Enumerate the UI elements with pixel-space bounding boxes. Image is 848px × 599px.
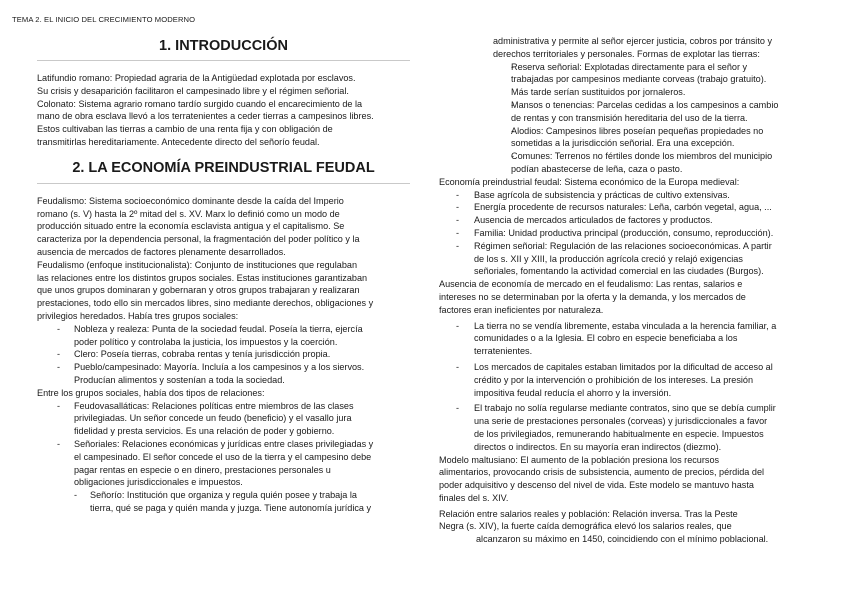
text-line: Colonato: Sistema agrario romano tardío surgido cuando el encarecimiento de la <box>37 98 363 109</box>
text-line: que unos grupos dominaran y gobernaran y otros grupos trabajaran y realizaran <box>37 285 360 296</box>
text-line: mano de obra esclava llevó a los terratenientes a ceder tierras a campesinos libres. <box>37 111 374 122</box>
text-line: sometidas a la jurisdicción señorial. Era una excepción. <box>511 138 735 149</box>
text-line: poder adquisitivo y descenso del nivel de vida. Este modelo se mantuvo hasta <box>439 480 754 491</box>
list-item <box>439 402 811 453</box>
list-item <box>37 348 410 361</box>
list-item <box>494 125 811 151</box>
text-line: administrativa y permite al señor ejercer justicia, cobros por tránsito y <box>493 36 772 46</box>
list-item <box>439 227 811 240</box>
list-item <box>494 61 811 99</box>
senorio-sublist <box>74 489 410 515</box>
text-line: pagar rentas en especie o en dinero, prestaciones personales u <box>74 464 331 475</box>
text-line: - Régimen señorial: Regulación de las relaciones socioeconómicas. A partir <box>474 240 772 251</box>
text-line: - Comunes: Terrenos no fértiles donde los miembros del municipio <box>511 151 773 162</box>
text-line: poder político y controlaba la justicia, los impuestos y la coerción. <box>74 336 338 347</box>
text-line: Negra (s. XIV), la fuerte caída demográfica elevó los salarios reales, que <box>439 521 732 532</box>
text-line: - Señoriales: Relaciones económicas y jurídicas entre clases privilegiadas y <box>74 438 374 449</box>
relaciones-list <box>37 400 410 515</box>
text-line: romano (s. V) hasta la 2º mitad del s. XV. Marx lo definió como un modo de <box>37 208 340 219</box>
list-item <box>37 400 410 438</box>
list-item <box>439 361 811 399</box>
text-line: podían abastecerse de leña, caza o pasto. <box>511 163 683 174</box>
text-line: obligaciones jurisdiccionales e impuestos. <box>74 477 243 488</box>
list-item <box>439 189 811 202</box>
text-line: - El trabajo no solía regularse mediante contratos, sino que se debía cumplir <box>474 403 776 414</box>
text-line: alimentarios, provocando crisis de subsistencia, aumento de precios, pérdida del <box>439 467 765 478</box>
text-line: de los s. XII y XIII, la producción agrícola creció y relajó exigencias <box>474 253 743 264</box>
left-column <box>37 34 410 515</box>
text-line: el campesinado. El señor concede el uso de la tierra y el campesino debe <box>74 451 372 462</box>
list-item <box>439 201 811 214</box>
text-line: producción situado entre la economía esclavista antigua y el capitalismo. Se <box>37 221 345 232</box>
text-line: terratenientes. <box>474 346 533 357</box>
document-header: TEMA 2. EL INICIO DEL CRECIMIENTO MODERNO <box>12 15 196 24</box>
text-line: privilegiadas. Un señor concede un feudo (beneficio) y el vasallo jura <box>74 413 352 424</box>
modelo-maltusiano-paragraph <box>439 454 811 505</box>
section-title-introduccion: 1. INTRODUCCIÓN <box>159 38 288 54</box>
text-line: - Clero: Poseía tierras, cobraba rentas y tenía jurisdicción propia. <box>74 349 331 360</box>
text-line: comunidades o a la Iglesia. El cobro en especie beneficiaba a los <box>474 333 738 344</box>
list-item <box>494 99 811 125</box>
text-line: Feudalismo: Sistema socioeconómico dominante desde la caída del Imperio <box>37 195 344 206</box>
text-line: Relación entre salarios reales y población: Relación inversa. Tras la Peste <box>439 508 738 519</box>
text-line: - Base agrícola de subsistencia y prácticas de cultivo extensivas. <box>474 189 730 200</box>
text-line: transmitirlas hereditariamente. Antecedente directo del señorío feudal. <box>37 136 320 147</box>
text-line: caracteriza por la dependencia personal, la fragmentación del poder político y la <box>37 234 360 245</box>
text-line: Producían alimentos y sostenían a toda la sociedad. <box>74 374 285 385</box>
text-line: - Familia: Unidad productiva principal (producción, consumo, reproducción). <box>474 227 774 238</box>
text-line: - Energía procedente de recursos naturales: Leña, carbón vegetal, agua, ... <box>474 202 772 213</box>
text-line: de rentas y con transmisión hereditaria del uso de la tierra. <box>511 112 748 123</box>
text-line: - Mansos o tenencias: Parcelas cedidas a los campesinos a cambio <box>511 99 779 110</box>
text-line: factores eran ineficientes por naturaleza. <box>439 304 604 315</box>
section-title-economia-feudal: 2. LA ECONOMÍA PREINDUSTRIAL FEUDAL <box>72 159 375 176</box>
text-line: impositiva feudal reducía el ahorro y la inversión. <box>474 387 672 398</box>
text-line: Latifundio romano: Propiedad agraria de la Antigüedad explotada por esclavos. <box>37 73 356 83</box>
text-line: - Los mercados de capitales estaban limitados por la dificultad de acceso al <box>474 361 773 372</box>
text-line: alcanzaron su máximo en 1450, coincidiendo con el mínimo poblacional. <box>476 534 769 545</box>
list-item <box>37 438 410 515</box>
text-line: directos o indirectos. En su mayoría eran indirectos (diezmo). <box>474 441 722 452</box>
feudalismo-paragraph <box>37 195 410 323</box>
text-line: privilegios heredados. Había tres grupos sociales: <box>37 310 239 321</box>
text-line: ausencia de mercados de factores plenamente desarrollados. <box>37 246 286 257</box>
text-line: de los privilegiados, remunerando habitualmente en especie. Impuestos <box>474 428 764 439</box>
grupos-sociales-list <box>37 323 410 387</box>
text-line: Modelo maltusiano: El aumento de la población presiona los recursos <box>439 454 720 465</box>
text-line: fidelidad y presta servicios. Es una relación de poder y gobierno. <box>74 426 335 437</box>
text-line: - Pueblo/campesinado: Mayoría. Incluía a los campesinos y a los siervos. <box>74 362 365 373</box>
text-line: prestaciones, todo ello sin mercados libres, sino mediante derechos, obligaciones y <box>37 298 374 309</box>
text-line: Feudalismo (enfoque institucionalista): Conjunto de instituciones que regulaban <box>37 259 357 270</box>
text-line: finales del s. XIV. <box>439 492 509 503</box>
ausencia-mercado-list <box>439 320 811 454</box>
text-line: Más tarde serían sustituidos por jornaleros. <box>511 87 686 98</box>
text-line: - Ausencia de mercados articulados de factores y productos. <box>474 215 713 226</box>
text-line: Su crisis y desaparición facilitaron el campesinado libre y el régimen señorial. <box>37 85 349 96</box>
list-item <box>74 489 410 515</box>
section-divider <box>37 60 410 61</box>
text-line: derechos territoriales y personales. Formas de explotar las tierras: <box>493 48 760 59</box>
text-line: - La tierra no se vendía libremente, estaba vinculada a la herencia familiar, a <box>474 320 777 331</box>
text-line: crédito y por la intervención o prohibición de los intereses. La presión <box>474 374 754 385</box>
text-line: señoriales, fomentando la actividad comercial en las ciudades (Burgos). <box>474 266 764 277</box>
text-line: Ausencia de economía de mercado en el feudalismo: Las rentas, salarios e <box>439 279 743 290</box>
list-item <box>439 214 811 227</box>
intro-paragraph <box>37 72 410 149</box>
senorio-continuation <box>439 35 811 61</box>
list-item <box>37 323 410 349</box>
text-line: - Reserva señorial: Explotadas directamente para el señor y <box>511 61 748 72</box>
list-item <box>494 150 811 176</box>
right-column <box>439 35 811 546</box>
text-line: tierra, qué se paga y quién manda y juzga. Tiene autonomía jurídica y <box>90 502 372 513</box>
list-item <box>439 320 811 358</box>
text-line: - Señorío: Institución que organiza y regula quién posee y trabaja la <box>90 490 357 501</box>
text-line: las relaciones entre los distintos grupos sociales. Estas instituciones garantizaban <box>37 272 368 283</box>
list-item <box>439 240 811 278</box>
text-line: Estos cultivaban las tierras a cambio de una renta fija y con obligación de <box>37 124 333 135</box>
text-line: intereses no se determinaban por la oferta y la demanda, y los mercados de <box>439 291 746 302</box>
text-line: trabajadas por campesinos mediante corveas (trabajo gratuito). <box>511 74 767 85</box>
text-line: - Feudovasalláticas: Relaciones políticas entre miembros de las clases <box>74 400 354 411</box>
list-item <box>37 361 410 387</box>
salarios-poblacion-paragraph <box>439 508 811 546</box>
text-line: - Nobleza y realeza: Punta de la sociedad feudal. Poseía la tierra, ejercía <box>74 323 363 334</box>
section-divider <box>37 183 410 184</box>
formas-explotacion-list <box>439 61 811 176</box>
text-line: una serie de prestaciones personales (corveas) y jurisdiccionales a favor <box>474 416 768 427</box>
ausencia-mercado-paragraph <box>439 278 811 316</box>
economia-feudal-list <box>439 189 811 279</box>
text-line: Economía preindustrial feudal: Sistema económico de la Europa medieval: <box>439 176 740 187</box>
text-line: - Alodios: Campesinos libres poseían pequeñas propiedades no <box>511 125 764 136</box>
text-line: Entre los grupos sociales, había dos tipos de relaciones: <box>37 387 265 398</box>
